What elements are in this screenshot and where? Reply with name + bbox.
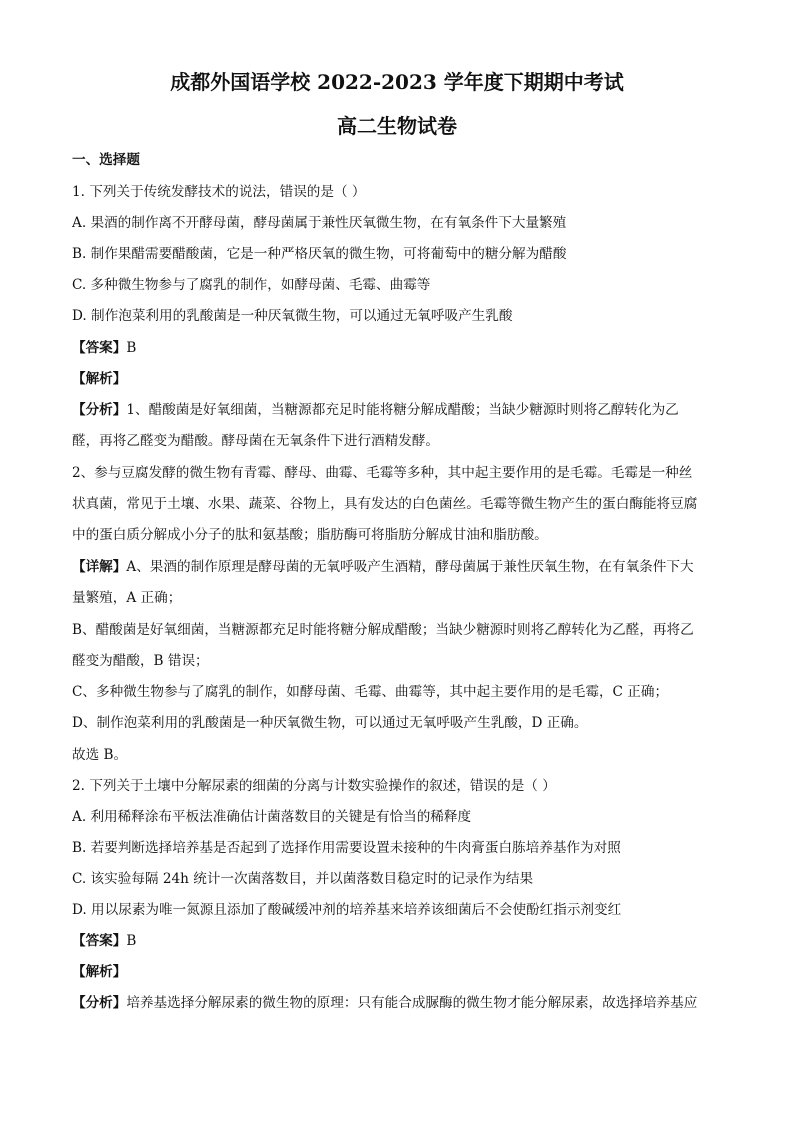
answer-tag: 【答案】 xyxy=(72,933,127,949)
option-b: B. 若要判断选择培养基是否起到了选择作用需要设置未接种的牛肉膏蛋白胨培养基作为对照 xyxy=(72,840,621,856)
fenxi-tag: 【分析】 xyxy=(72,402,127,418)
option-b: B. 制作果醋需要醋酸菌，它是一种严格厌氧的微生物，可将葡萄中的糖分解为醋酸 xyxy=(72,246,567,262)
analysis-line: 醛，再将乙醛变为醋酸。酵母菌在无氧条件下进行酒精发酵。 xyxy=(72,433,440,449)
analysis-tag: 【解析】 xyxy=(72,964,127,980)
analysis-text: 培养基选择分解尿素的微生物的原理：只有能合成脲酶的微生物才能分解尿素，故选择培养基应 xyxy=(126,995,698,1011)
answer-value: B xyxy=(126,340,137,356)
detail-line: 量繁殖，A 正确； xyxy=(72,590,182,606)
question-stem: 2. 下列关于土壤中分解尿素的细菌的分离与计数实验操作的叙述，错误的是（ ） xyxy=(72,778,556,794)
fenxi-tag: 【分析】 xyxy=(72,995,127,1011)
analysis-line xyxy=(72,993,732,1013)
option-c: C. 该实验每隔 24h 统计一次菌落数目，并以菌落数目稳定时的记录作为结果 xyxy=(72,871,534,887)
detail-line: 故选 B。 xyxy=(72,747,128,763)
detail-text: A、果酒的制作原理是酵母菌的无氧呼吸产生酒精，酵母菌属于兼性厌氧生物，在有氧条件下大 xyxy=(126,559,694,575)
answer-line xyxy=(72,931,732,951)
question-stem: 1. 下列关于传统发酵技术的说法，错误的是（ ） xyxy=(72,184,366,200)
analysis-line: 中的蛋白质分解成小分子的肽和氨基酸；脂肪酶可将脂肪分解成甘油和脂肪酸。 xyxy=(72,527,548,543)
analysis-line: 2、参与豆腐发酵的微生物有青霉、酵母、曲霉、毛霉等多种，其中起主要作用的是毛霉。毛霉是一种丝 xyxy=(72,465,693,481)
analysis-line xyxy=(72,400,732,420)
option-c: C. 多种微生物参与了腐乳的制作，如酵母菌、毛霉、曲霉等 xyxy=(72,277,431,293)
option-d: D. 制作泡菜利用的乳酸菌是一种厌氧微生物，可以通过无氧呼吸产生乳酸 xyxy=(72,308,513,324)
detail-line: D、制作泡菜利用的乳酸菌是一种厌氧微生物，可以通过无氧呼吸产生乳酸，D 正确。 xyxy=(72,715,588,731)
exam-title: 成都外国语学校 2022-2023 学年度下期期中考试 xyxy=(170,70,624,94)
answer-value: B xyxy=(126,933,137,949)
detail-line xyxy=(72,557,732,577)
detail-line: C、多种微生物参与了腐乳的制作，如酵母菌、毛霉、曲霉等，其中起主要作用的是毛霉，C 正确； xyxy=(72,684,669,700)
xiangjie-tag: 【详解】 xyxy=(72,559,127,575)
exam-subtitle: 高二生物试卷 xyxy=(337,114,457,138)
analysis-line: 状真菌，常见于土壤、水果、蔬菜、谷物上，具有发达的白色菌丝。毛霉等微生物产生的蛋白酶能将豆腐 xyxy=(72,496,698,512)
answer-line xyxy=(72,338,732,358)
answer-tag: 【答案】 xyxy=(72,340,127,356)
analysis-tag: 【解析】 xyxy=(72,371,127,387)
option-a: A. 利用稀释涂布平板法准确估计菌落数目的关键是有恰当的稀释度 xyxy=(72,809,472,825)
option-d: D. 用以尿素为唯一氮源且添加了酸碱缓冲剂的培养基来培养该细菌后不会使酚红指示剂变红 xyxy=(72,902,622,918)
option-a: A. 果酒的制作离不开酵母菌，酵母菌属于兼性厌氧微生物，在有氧条件下大量繁殖 xyxy=(72,215,567,231)
detail-line: B、醋酸菌是好氧细菌，当糖源都充足时能将糖分解成醋酸；当缺少糖源时则将乙醇转化为乙醛，再将乙 xyxy=(72,622,694,638)
section-heading: 一、选择题 xyxy=(72,152,140,168)
detail-line: 醛变为醋酸，B 错误； xyxy=(72,653,209,669)
analysis-text: 1、醋酸菌是好氧细菌，当糖源都充足时能将糖分解成醋酸；当缺少糖源时则将乙醇转化为乙 xyxy=(126,402,679,418)
